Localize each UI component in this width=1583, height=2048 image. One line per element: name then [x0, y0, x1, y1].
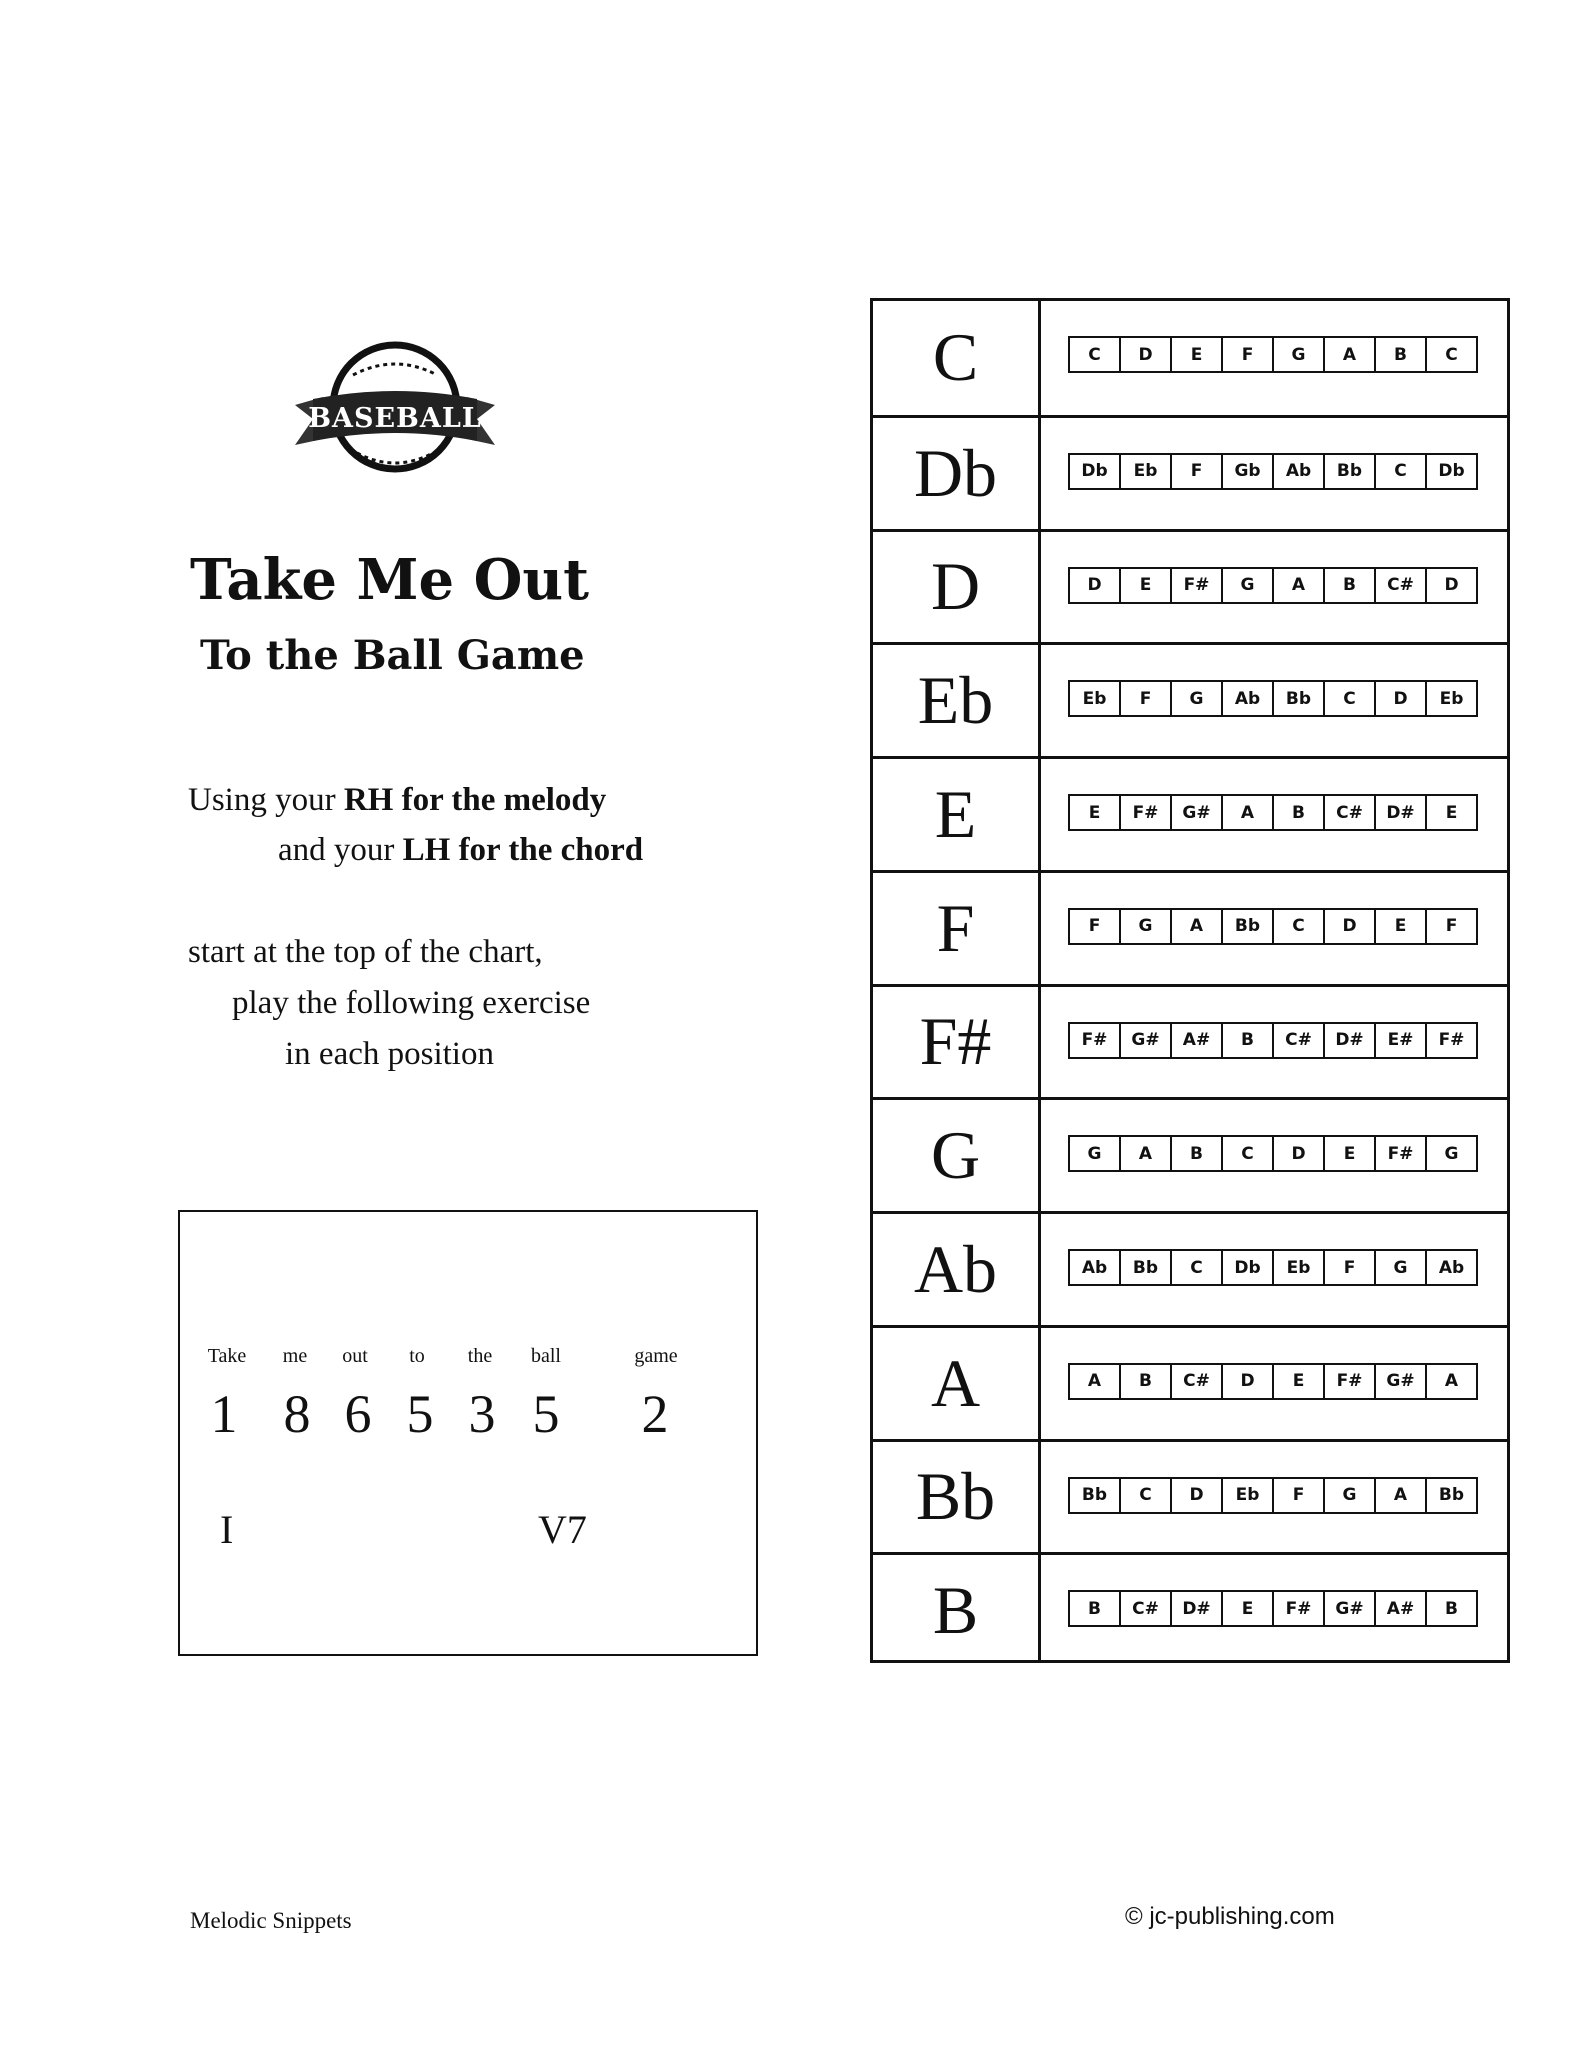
scale-note: A	[1170, 910, 1221, 943]
key-row	[873, 870, 1507, 984]
scale-note: C	[1170, 1251, 1221, 1284]
scale-note: Bb	[1221, 910, 1272, 943]
scale-note: Gb	[1221, 455, 1272, 488]
scale-note: D	[1221, 1365, 1272, 1398]
scale-degree: 3	[468, 1384, 496, 1444]
scale-note: G	[1323, 1479, 1374, 1512]
lyric-word: Take	[207, 1345, 247, 1367]
key-row	[873, 529, 1507, 643]
chord-label-tonic: I	[220, 1507, 234, 1552]
scale-note: A#	[1374, 1592, 1425, 1625]
key-name: B	[932, 1572, 979, 1649]
key-chart	[870, 298, 1510, 1663]
scale-note: D#	[1170, 1592, 1221, 1625]
scale-note: F	[1170, 455, 1221, 488]
scale-note: A	[1119, 1137, 1170, 1170]
scale-note: B	[1221, 1024, 1272, 1057]
scale-note: F	[1425, 910, 1476, 943]
scale-note: F	[1221, 338, 1272, 371]
scale-note: E	[1323, 1137, 1374, 1170]
scale-notes	[1068, 908, 1478, 945]
scale-note: C	[1221, 1137, 1272, 1170]
key-name: Eb	[917, 662, 994, 739]
scale-note: C#	[1323, 796, 1374, 829]
scale-note: A	[1323, 338, 1374, 371]
logo-text: BASEBALL	[308, 403, 482, 434]
key-row	[873, 301, 1507, 415]
lyric-word: game	[634, 1345, 678, 1367]
scale-note: F#	[1081, 1030, 1108, 1050]
scale-note: E	[1119, 569, 1170, 602]
key-row	[873, 415, 1507, 529]
key-row	[873, 1439, 1507, 1553]
scale-note: D	[1323, 910, 1374, 943]
key-row	[873, 1552, 1507, 1666]
key-row	[873, 984, 1507, 1098]
scale-note: G#	[1323, 1592, 1374, 1625]
scale-note: F	[1323, 1251, 1374, 1284]
scale-note: Eb	[1082, 688, 1107, 709]
scale-notes	[1068, 336, 1478, 373]
baseball-logo	[295, 335, 495, 500]
scale-note: F	[1119, 682, 1170, 715]
key-name: Db	[913, 434, 998, 511]
lyric-word: ball	[531, 1345, 561, 1367]
scale-note: Eb	[1425, 682, 1476, 715]
page-subtitle: To the Ball Game	[200, 632, 585, 679]
scale-note: G#	[1119, 1024, 1170, 1057]
scale-note: G	[1221, 569, 1272, 602]
scale-notes	[1068, 1477, 1478, 1514]
scale-note: C#	[1119, 1592, 1170, 1625]
scale-note: C	[1119, 1479, 1170, 1512]
scale-note: G	[1272, 338, 1323, 371]
scale-note: B	[1272, 796, 1323, 829]
scale-note: Ab	[1221, 682, 1272, 715]
scale-note: D	[1170, 1479, 1221, 1512]
scale-note: F#	[1119, 796, 1170, 829]
scale-notes	[1068, 567, 1478, 604]
scale-note: A	[1087, 1371, 1102, 1392]
scale-degree: 1	[210, 1384, 238, 1444]
scale-note: F	[1272, 1479, 1323, 1512]
scale-note: D#	[1374, 796, 1425, 829]
scale-note: Bb	[1272, 682, 1323, 715]
instruction-line-4: play the following exercise	[232, 985, 591, 1021]
key-row	[873, 756, 1507, 870]
scale-note: Db	[1081, 461, 1108, 482]
scale-note: Bb	[1119, 1251, 1170, 1284]
scale-note: D	[1425, 569, 1476, 602]
scale-note: Eb	[1272, 1251, 1323, 1284]
scale-note: C#	[1170, 1365, 1221, 1398]
lyric-word: to	[409, 1345, 425, 1367]
scale-degree: 2	[641, 1384, 669, 1444]
lyric-word: the	[467, 1345, 493, 1367]
scale-note: B	[1374, 338, 1425, 371]
scale-note: A#	[1170, 1024, 1221, 1057]
instruction-line-3: start at the top of the chart,	[188, 934, 543, 970]
scale-note: G	[1170, 682, 1221, 715]
scale-note: C	[1374, 455, 1425, 488]
scale-note: Eb	[1221, 1479, 1272, 1512]
scale-note: Ab	[1081, 1257, 1108, 1278]
scale-note: B	[1088, 1598, 1101, 1619]
scale-note: Bb	[1425, 1479, 1476, 1512]
scale-note: C#	[1272, 1024, 1323, 1057]
scale-note: C#	[1374, 569, 1425, 602]
scale-note: G#	[1170, 796, 1221, 829]
scale-note: B	[1119, 1365, 1170, 1398]
key-name: E	[934, 775, 977, 852]
scale-note: G	[1425, 1137, 1476, 1170]
scale-note: B	[1170, 1137, 1221, 1170]
scale-note: Ab	[1425, 1251, 1476, 1284]
scale-note: B	[1425, 1592, 1476, 1625]
scale-note: F#	[1170, 569, 1221, 602]
scale-notes	[1068, 1590, 1478, 1627]
exercise-box	[178, 1210, 758, 1656]
key-name: D	[930, 548, 981, 625]
scale-note: E	[1272, 1365, 1323, 1398]
scale-note: D	[1374, 682, 1425, 715]
key-name: F#	[919, 1003, 992, 1080]
scale-note: C	[1272, 910, 1323, 943]
scale-note: A	[1221, 796, 1272, 829]
key-name: Ab	[913, 1230, 998, 1307]
scale-note: Bb	[1323, 455, 1374, 488]
scale-notes	[1068, 680, 1478, 717]
scale-degree: 5	[406, 1384, 434, 1444]
scale-note: E#	[1374, 1024, 1425, 1057]
scale-note: C	[1425, 338, 1476, 371]
scale-notes	[1068, 794, 1478, 831]
scale-note: Ab	[1272, 455, 1323, 488]
scale-note: F#	[1323, 1365, 1374, 1398]
key-name: G	[930, 1117, 981, 1194]
scale-note: E	[1221, 1592, 1272, 1625]
lyric-word: me	[282, 1345, 308, 1367]
scale-note: C	[1088, 344, 1101, 365]
scale-note: D#	[1323, 1024, 1374, 1057]
scale-note: E	[1088, 802, 1101, 823]
scale-note: E	[1170, 338, 1221, 371]
footer-copyright: © jc-publishing.com	[1125, 1903, 1335, 1930]
scale-note: G	[1374, 1251, 1425, 1284]
key-row	[873, 1325, 1507, 1439]
scale-notes	[1068, 1135, 1478, 1172]
scale-note: A	[1374, 1479, 1425, 1512]
scale-note: Db	[1425, 455, 1476, 488]
scale-notes	[1068, 453, 1478, 490]
instruction-line-1: Using your RH for the melody	[188, 782, 607, 818]
scale-note: F	[1088, 916, 1101, 937]
scale-degree: 5	[532, 1384, 560, 1444]
scale-note: Bb	[1081, 1485, 1108, 1505]
scale-note: A	[1272, 569, 1323, 602]
scale-note: Db	[1221, 1251, 1272, 1284]
key-row	[873, 642, 1507, 756]
scale-note: B	[1323, 569, 1374, 602]
scale-note: G	[1087, 1143, 1102, 1164]
scale-notes	[1068, 1249, 1478, 1286]
scale-note: D	[1087, 575, 1102, 595]
instruction-line-5: in each position	[285, 1036, 494, 1072]
scale-notes	[1068, 1022, 1478, 1059]
chord-label-dominant: V7	[538, 1507, 587, 1552]
key-row	[873, 1097, 1507, 1211]
scale-note: F#	[1425, 1024, 1476, 1057]
scale-note: D	[1119, 338, 1170, 371]
scale-note: E	[1425, 796, 1476, 829]
scale-note: D	[1272, 1137, 1323, 1170]
key-name: A	[930, 1344, 981, 1421]
footer-series-name: Melodic Snippets	[190, 1908, 352, 1933]
scale-notes	[1068, 1363, 1478, 1400]
key-name: F	[936, 889, 975, 966]
scale-note: C	[1323, 682, 1374, 715]
key-row	[873, 1211, 1507, 1325]
lyric-word: out	[342, 1345, 368, 1367]
scale-note: G	[1119, 910, 1170, 943]
scale-note: G#	[1374, 1365, 1425, 1398]
instruction-line-2: and your LH for the chord	[278, 832, 644, 868]
scale-note: F#	[1272, 1592, 1323, 1625]
key-name: Bb	[915, 1458, 996, 1535]
scale-note: A	[1425, 1365, 1476, 1398]
scale-degree: 8	[283, 1384, 311, 1444]
scale-degree: 6	[344, 1384, 372, 1444]
page-title: Take Me Out	[190, 547, 589, 613]
scale-note: E	[1374, 910, 1425, 943]
key-name: C	[932, 319, 979, 396]
scale-note: F#	[1374, 1137, 1425, 1170]
scale-note: Eb	[1119, 455, 1170, 488]
